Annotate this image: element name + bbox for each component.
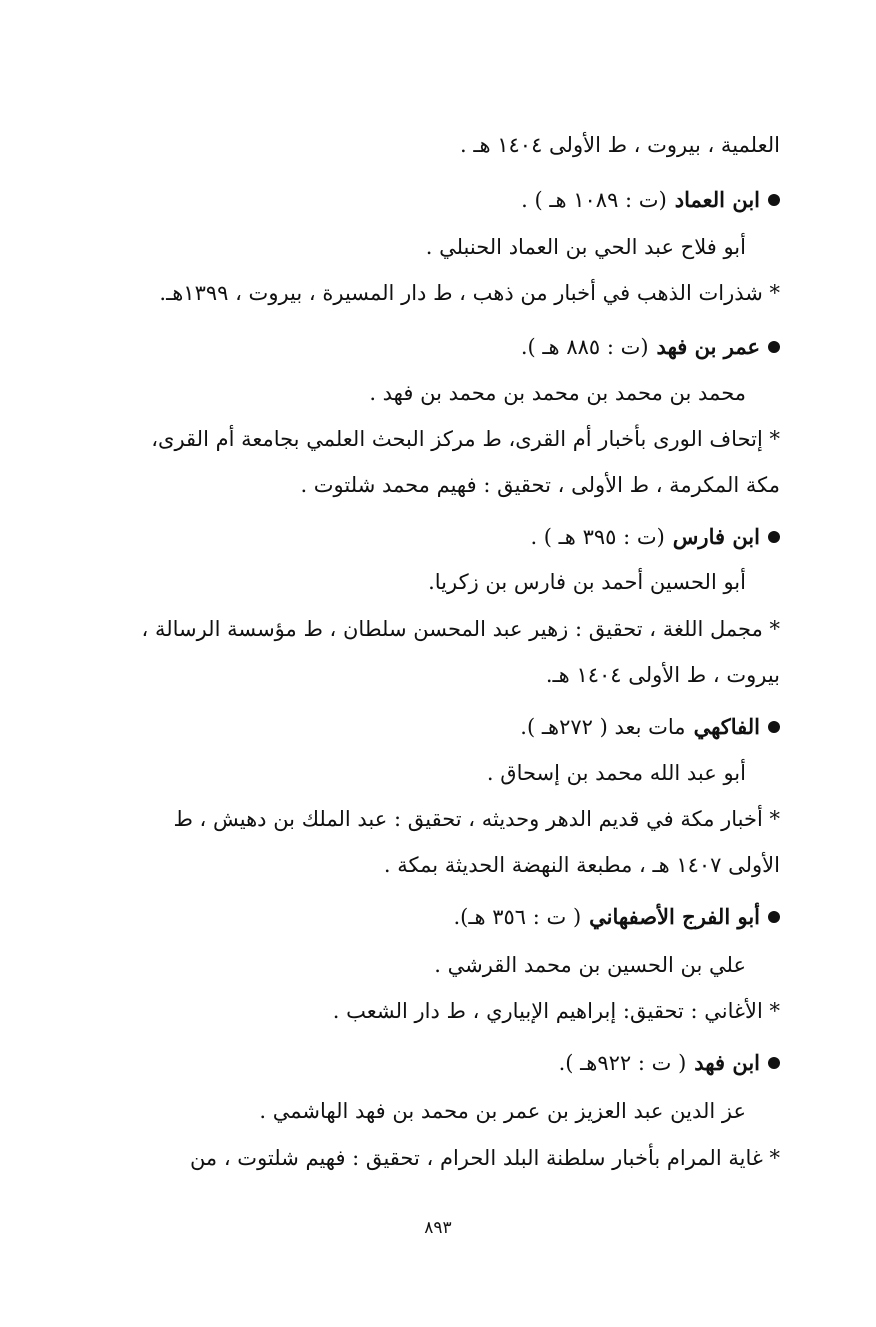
author-name: ابن فارس	[672, 524, 760, 549]
bullet-icon	[768, 911, 780, 923]
book-citation-cont: الأولى ١٤٠٧ هـ ، مطبعة النهضة الحديثة بمكة .	[383, 853, 780, 877]
bullet-icon	[768, 194, 780, 206]
author-full-name: أبو عبد الله محمد بن إسحاق .	[486, 761, 746, 785]
bullet-icon	[768, 721, 780, 733]
book-citation: * شذرات الذهب في أخبار من ذهب ، ط دار المسيرة ، بيروت ، ١٣٩٩هـ.	[159, 281, 780, 305]
death-date: مات بعد ( ٢٧٢هـ ).	[520, 715, 686, 739]
book-citation: * مجمل اللغة ، تحقيق : زهير عبد المحسن سلطان ، ط مؤسسة الرسالة ،	[141, 617, 780, 641]
author-full-name: محمد بن محمد بن محمد بن محمد بن فهد .	[369, 381, 746, 405]
death-date: (ت : ١٠٨٩ هـ ) .	[521, 188, 667, 212]
entry-heading	[100, 514, 780, 560]
page-number: ٨٩٣	[424, 1218, 452, 1238]
book-citation-cont: مكة المكرمة ، ط الأولى ، تحقيق : فهيم محمد شلتوت .	[300, 473, 780, 497]
death-date: ( ت : ٩٢٢هـ ).	[558, 1051, 687, 1075]
entry-heading	[100, 177, 780, 223]
text-line: العلمية ، بيروت ، ط الأولى ١٤٠٤ هـ .	[459, 133, 780, 157]
author-name: عمر بن فهد	[656, 334, 760, 359]
entry-heading	[100, 1040, 780, 1086]
entry-heading	[100, 894, 780, 940]
book-citation: * إتحاف الورى بأخبار أم القرى، ط مركز البحث العلمي بجامعة أم القرى،	[151, 427, 780, 451]
death-date: (ت : ٣٩٥ هـ ) .	[530, 525, 665, 549]
author-full-name: أبو الحسين أحمد بن فارس بن زكريا.	[428, 570, 746, 594]
entry-heading	[100, 704, 780, 750]
book-citation: * أخبار مكة في قديم الدهر وحديثه ، تحقيق : عبد الملك بن دهيش ، ط	[173, 807, 780, 831]
author-name: ابن العماد	[674, 187, 760, 212]
author-name: الفاكهي	[693, 714, 760, 739]
author-full-name: علي بن الحسين بن محمد القرشي .	[434, 953, 746, 977]
death-date: ( ت : ٣٥٦ هـ).	[453, 905, 582, 929]
author-name: أبو الفرج الأصفهاني	[589, 904, 760, 929]
book-citation: * غاية المرام بأخبار سلطنة البلد الحرام ، تحقيق : فهيم شلتوت ، من	[189, 1146, 780, 1170]
author-full-name: عز الدين عبد العزيز بن عمر بن محمد بن فهد الهاشمي .	[259, 1099, 746, 1123]
death-date: (ت : ٨٨٥ هـ ).	[520, 335, 649, 359]
bullet-icon	[768, 341, 780, 353]
book-citation: * الأغاني : تحقيق: إبراهيم الإبياري ، ط دار الشعب .	[332, 999, 780, 1023]
entry-heading	[100, 324, 780, 370]
author-name: ابن فهد	[694, 1050, 760, 1075]
bullet-icon	[768, 531, 780, 543]
book-citation-cont: بيروت ، ط الأولى ١٤٠٤ هـ.	[545, 663, 780, 687]
author-full-name: أبو فلاح عبد الحي بن العماد الحنبلي .	[425, 235, 746, 259]
bullet-icon	[768, 1057, 780, 1069]
